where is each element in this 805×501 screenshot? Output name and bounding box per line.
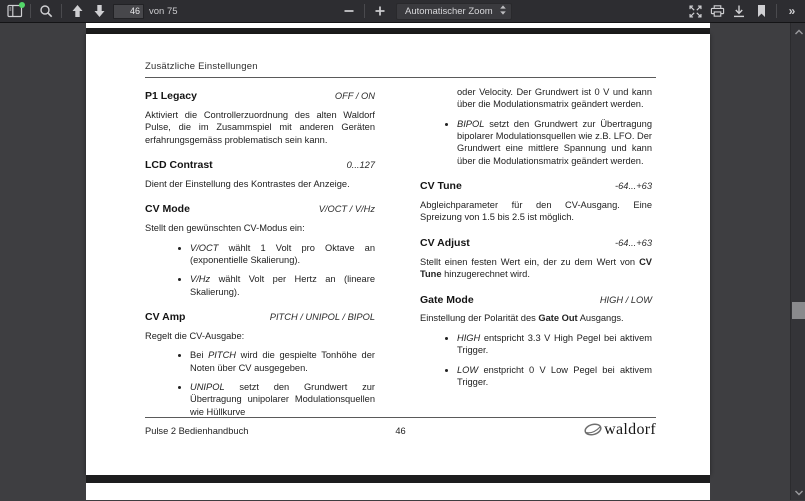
section-cv-adjust bbox=[420, 237, 652, 281]
chevron-up-icon bbox=[794, 22, 804, 40]
waldorf-swirl-icon bbox=[583, 422, 603, 439]
sidebar-toggle-button[interactable] bbox=[4, 1, 26, 21]
next-page-button[interactable] bbox=[88, 1, 110, 21]
section-cv-tune bbox=[420, 180, 652, 224]
brand-name: waldorf bbox=[604, 421, 656, 438]
bullet-list bbox=[420, 332, 652, 388]
param-title: CV Adjust bbox=[420, 236, 470, 249]
presentation-mode-button[interactable] bbox=[684, 1, 706, 21]
param-description bbox=[420, 256, 652, 281]
bullet-list bbox=[420, 118, 652, 167]
param-reference: Gate Out bbox=[538, 313, 578, 324]
zoom-out-button[interactable] bbox=[338, 1, 360, 21]
arrow-up-icon bbox=[71, 4, 84, 18]
bullet-list bbox=[145, 349, 375, 418]
option-text: setzt den Grundwert zur Übertragung unipolarer Modulationsquellen wie Hüllkurve bbox=[190, 382, 375, 417]
page-number-input[interactable] bbox=[113, 4, 144, 19]
find-button[interactable] bbox=[35, 1, 57, 21]
more-tools-button[interactable] bbox=[781, 1, 803, 21]
param-range: OFF / ON bbox=[334, 91, 375, 101]
option-text: wird die gespielte Tonhöhe der Noten über CV ausgegeben. bbox=[190, 350, 375, 373]
param-title: Gate Mode bbox=[420, 293, 474, 306]
left-column bbox=[145, 86, 375, 418]
section-lcd-contrast bbox=[145, 159, 375, 190]
toolbar-separator bbox=[364, 4, 365, 18]
option-text: wählt Volt per Hertz an (lineare Skalierung). bbox=[190, 274, 375, 297]
option-text: entspricht 3.3 V High Pegel bei aktivem Trigger. bbox=[457, 332, 652, 356]
description-text: Stellt einen festen Wert ein, der zu dem Wert von bbox=[420, 256, 640, 267]
plus-icon bbox=[374, 5, 386, 17]
param-range: PITCH / UNIPOL / BIPOL bbox=[269, 312, 375, 323]
option-text: setzt den Grundwert zur Übertragung bipolarer Modulationsquellen wie z.B. LFO. Der Grundwert eine mittlere Spannung und kann über die Modulationsmatrix geändert werden. bbox=[457, 118, 652, 166]
scrollbar-thumb[interactable] bbox=[792, 302, 805, 319]
section-cv-mode bbox=[145, 203, 375, 298]
page-gap-bottom bbox=[86, 475, 710, 483]
param-reference: CV Tune bbox=[420, 256, 652, 280]
header-rule bbox=[145, 77, 656, 78]
sidebar-notification-dot bbox=[19, 2, 25, 8]
section-cv-amp bbox=[145, 311, 375, 418]
bookmark-icon bbox=[756, 4, 767, 18]
list-item bbox=[457, 118, 652, 167]
param-title: CV Tune bbox=[420, 180, 462, 193]
pdf-viewer-toolbar bbox=[0, 0, 805, 23]
list-item bbox=[190, 273, 375, 298]
previous-page-button[interactable] bbox=[66, 1, 88, 21]
brand-logo bbox=[583, 421, 656, 439]
search-icon bbox=[39, 4, 53, 18]
section-gate-mode bbox=[420, 294, 652, 389]
param-description: Regelt die CV-Ausgabe: bbox=[145, 331, 245, 342]
footer-rule bbox=[145, 417, 656, 418]
param-description: Dient der Einstellung des Kontrastes der Anzeige. bbox=[145, 178, 350, 189]
param-range: -64...+63 bbox=[615, 237, 652, 248]
param-title: CV Amp bbox=[145, 311, 186, 324]
download-icon bbox=[732, 4, 746, 18]
option-name: V/OCT bbox=[190, 242, 219, 253]
toolbar-separator bbox=[61, 4, 62, 18]
list-item bbox=[457, 364, 652, 389]
next-page-top-edge bbox=[86, 483, 710, 500]
bookmark-button[interactable] bbox=[750, 1, 772, 21]
description-text: Einstellung der Polarität des bbox=[420, 313, 539, 324]
list-item bbox=[190, 349, 375, 374]
param-title: LCD Contrast bbox=[145, 159, 213, 172]
select-updown-icon bbox=[499, 4, 507, 19]
param-description: Abgleichparameter für den CV-Ausgang. Eine Spreizung von 1.5 bis 2.5 ist möglich. bbox=[420, 200, 652, 223]
param-range: V/OCT / V/Hz bbox=[318, 204, 375, 215]
toolbar-separator bbox=[30, 4, 31, 18]
description-text: Ausgangs. bbox=[577, 313, 624, 324]
continuation-text: oder Velocity. Der Grundwert ist 0 V und kann über die Modulationsmatrix geändert werden. bbox=[457, 87, 652, 110]
param-range: 0...127 bbox=[346, 160, 375, 171]
print-button[interactable] bbox=[706, 1, 728, 21]
param-description: Aktiviert die Controllerzuordnung des alten Waldorf Pulse, die im Zusammspiel mit anderen Geräten erfahrungsgemäss problematisch sein kann. bbox=[145, 109, 375, 145]
chevron-double-right-icon: » bbox=[788, 4, 796, 18]
param-title: CV Mode bbox=[145, 203, 190, 216]
vertical-scrollbar[interactable] bbox=[790, 23, 805, 500]
option-name: PITCH bbox=[208, 350, 237, 361]
option-text: wählt 1 Volt pro Oktave an (exponentielle Skalierung). bbox=[190, 242, 375, 266]
pdf-page bbox=[86, 34, 710, 475]
param-range: HIGH / LOW bbox=[599, 294, 652, 305]
param-description: Stellt den gewünschten CV-Modus ein: bbox=[145, 223, 305, 234]
printer-icon bbox=[710, 4, 725, 18]
option-text: enstpricht 0 V Low Pegel bei aktivem Trigger. bbox=[457, 364, 652, 387]
scroll-up-button[interactable] bbox=[791, 24, 805, 38]
list-item bbox=[190, 242, 375, 267]
param-range: -64...+63 bbox=[615, 181, 652, 192]
fullscreen-arrows-icon bbox=[688, 4, 703, 19]
param-description bbox=[420, 312, 652, 324]
zoom-mode-select[interactable] bbox=[396, 3, 512, 20]
section-p1-legacy bbox=[145, 90, 375, 146]
option-name: LOW bbox=[457, 364, 479, 375]
manual-title: Pulse 2 Bedienhandbuch bbox=[145, 426, 249, 436]
page-number: 46 bbox=[395, 426, 406, 436]
chevron-down-icon bbox=[794, 483, 804, 501]
list-item bbox=[457, 332, 652, 357]
page-footer bbox=[145, 423, 656, 441]
zoom-mode-label: Automatischer Zoom bbox=[405, 5, 493, 17]
zoom-in-button[interactable] bbox=[369, 1, 391, 21]
option-name: BIPOL bbox=[457, 118, 485, 129]
toolbar-separator bbox=[776, 4, 777, 18]
option-name: V/Hz bbox=[190, 274, 211, 285]
param-title: P1 Legacy bbox=[145, 90, 197, 102]
arrow-down-icon bbox=[93, 4, 106, 18]
option-name: UNIPOL bbox=[190, 382, 225, 393]
section-header: Zusätzliche Einstellungen bbox=[145, 61, 258, 72]
right-column bbox=[420, 86, 652, 388]
description-text: hinzugerechnet wird. bbox=[441, 269, 530, 280]
page-count-label: von 75 bbox=[149, 5, 178, 17]
option-name: HIGH bbox=[457, 332, 481, 343]
scroll-down-button[interactable] bbox=[791, 485, 805, 499]
minus-icon bbox=[343, 5, 355, 17]
list-item bbox=[190, 381, 375, 418]
option-text: Bei bbox=[190, 350, 209, 361]
bullet-list bbox=[145, 242, 375, 298]
download-button[interactable] bbox=[728, 1, 750, 21]
